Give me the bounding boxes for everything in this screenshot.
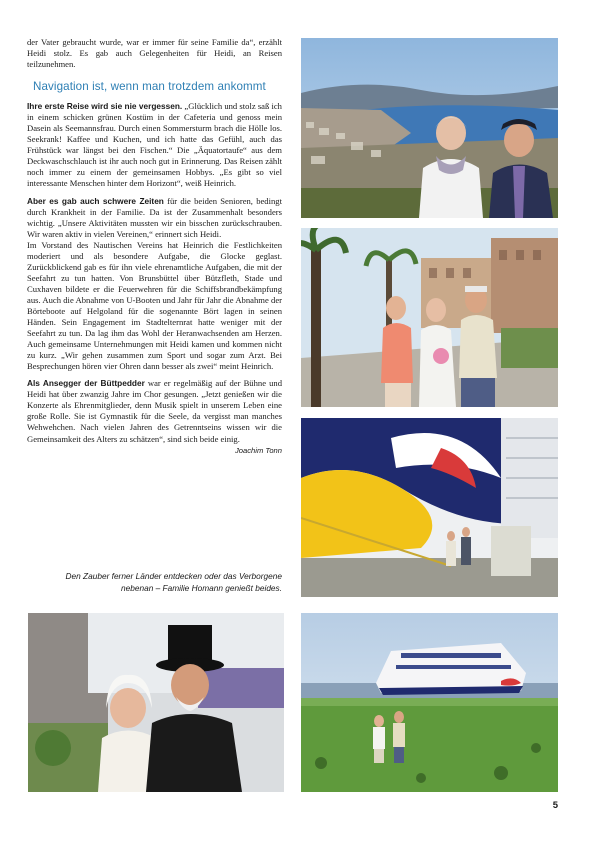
paragraph-body: „Glücklich und stolz saß ich in einem schicken grünen Kostüm in der Cafeteria und genoss mein Dasein als Seemannsfrau. Durch einen Sommersturm brach die Hölle los. Seekrank! Kaffee und Kuchen, und ich hatte das Gefühl, auch das Frühstück war längst bei den Fischen.“ Die „Äquatortaufe“ aus dem Deckwaschschlauch ist ihr auch noch gut in Erinnerung. Das Reisen zählt noch immer zu einem der gemeinsamen Hobbys. „Es gibt so viel interessante Menschen hinter dem Horizont“, weiß Heinrich. <box>27 101 282 189</box>
author-byline: Joachim Tonn <box>235 445 282 455</box>
photo-caption: Den Zauber ferner Länder entdecken oder das Verborgene nebenan – Familie Homann genießt beides. <box>65 571 282 593</box>
photo-cruise-ship-meadow <box>301 613 558 792</box>
lead-in: Aber es gab auch schwere Zeiten <box>27 195 164 206</box>
paragraph-hard-times <box>27 196 282 240</box>
article-text-column <box>27 37 282 456</box>
photo-cruise-ship-hull <box>301 418 558 597</box>
paragraph-volunteering: Im Vorstand des Nautischen Vereins hat Heinrich die Festlichkeiten moderiert und als besondere Aufgabe, die Glocke geglast. Zurückblickend gab es für ihn viele ehrenamtliche Aufgaben, die mit der Seefahrt zu tun hatten. Von Brunsbüttel über Bützfleth, Stade und Cuxhaven bildete er die Feuerwehren für die Schiffsbrandbekämpfung aus. Auch die Abnahme von U-Booten und Jahr für Jahr die Abnahme der Börteboote auf Helgoland für die sogenannte Bört lagen in seinen Händen. Sein Engagement im Stadtelternrat hatte weniger mit der Seefahrt zu tun. Da lag ihm das Wohl der Heranwachsenden am Herzen. Auch gemeinsame Unternehmungen mit Heidi kamen und kommen nicht zu kurz. „Wir gehen zusammen zum Sport und sogar zum Arzt. Bei Besprechungen hören vier Ohren dann besser als zwei“ meint Heinrich. <box>27 239 282 372</box>
section-heading: Navigation ist, wenn man trotzdem ankommt <box>33 80 266 94</box>
paragraph-first-trip <box>27 101 282 189</box>
photo-three-people-promenade <box>301 228 558 407</box>
paragraph-music <box>27 378 282 455</box>
paragraph-body: für die beiden Senioren, bedingt durch Krankheit in der Familie. Da ist der Zusammenhalt besonders wichtig. „Unsere Aktivitäten mussten wir ein bisschen zurückschrauben. Wir waren aktiv in vielen Vereinen,“ erinnert sich Heidi. <box>27 195 282 239</box>
lead-in: Als Ansegger der Büttpedder <box>27 378 145 389</box>
intro-paragraph: der Vater gebraucht wurde, war er immer für seine Familie da“, erzählt Heidi stolz. Es gab auch Gelegenheiten für Heidi, an Reisen teilzunehmen. <box>27 37 282 70</box>
photo-couple-harbor-view <box>301 38 558 218</box>
paragraph-body: war er regelmäßig auf der Bühne und Heidi hat über zwanzig Jahre im Chor gesungen. „Jetzt genießen wir die Konzerte als Ehrenmitglieder, denn Musik spielt in unserem Leben eine große Rolle. Sie ist Gymnastik für die Seele, da vergisst man manches Wehwehchen. Nach vielen Jahren des Getrenntseins wissen wir die Gemeinsamkeit des Alters zu schätzen“, sind sich beide einig. <box>27 378 282 444</box>
photo-couple-traditional-costume <box>28 613 284 792</box>
page-number: 5 <box>552 800 558 811</box>
lead-in: Ihre erste Reise wird sie nie vergessen. <box>27 101 183 112</box>
